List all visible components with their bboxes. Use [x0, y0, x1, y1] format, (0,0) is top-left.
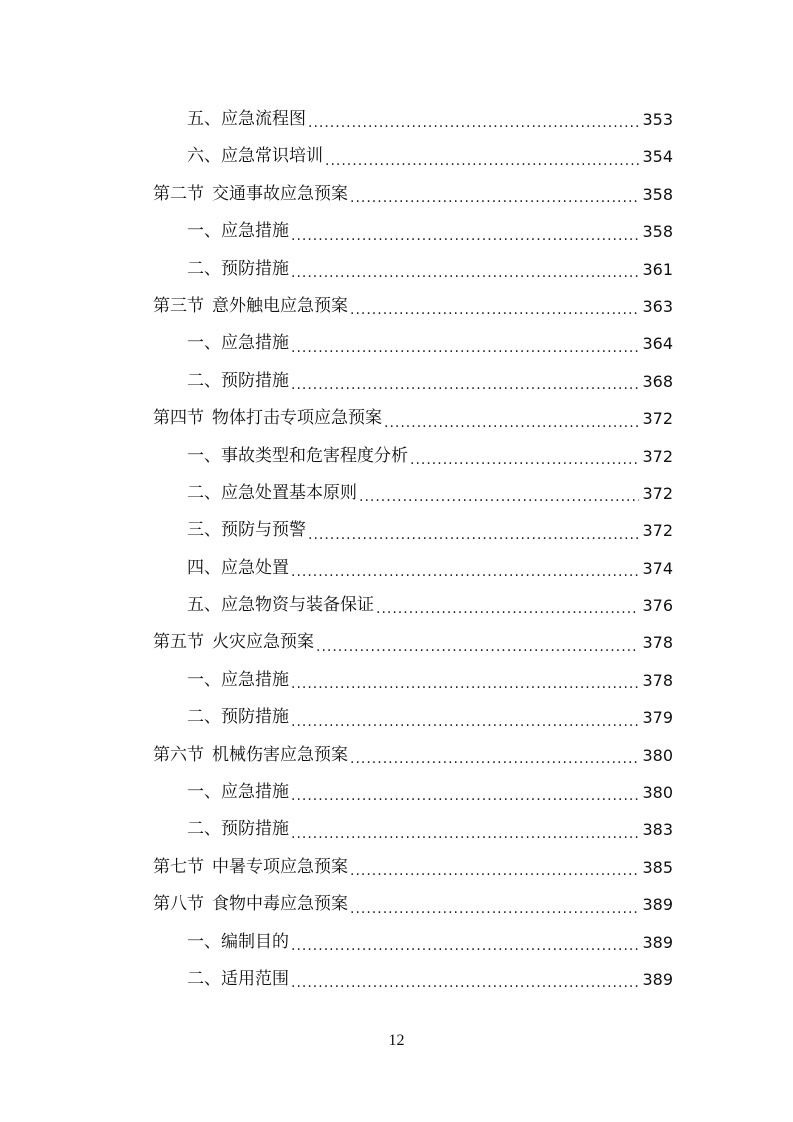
toc-entry-page: 376 [642, 596, 673, 616]
toc-entry-number: 三、 [187, 520, 221, 541]
toc-entry-title: 火灾应急预案 [212, 632, 314, 653]
toc-dot-leader [350, 744, 639, 774]
toc-entry-page: 383 [642, 820, 673, 840]
toc-entry[interactable] [153, 624, 673, 661]
toc-entry-title: 应急常识培训 [221, 146, 323, 167]
toc-entry-number: 一、 [187, 782, 221, 803]
toc-entry-number: 二、 [187, 482, 221, 503]
toc-entry-page: 358 [642, 184, 673, 204]
toc-dot-leader [350, 295, 639, 325]
toc-entry-number: 六、 [187, 146, 221, 167]
toc-dot-leader [350, 894, 639, 924]
table-of-contents [153, 101, 673, 998]
toc-dot-leader [325, 146, 639, 176]
toc-entry-title: 应急物资与装备保证 [221, 595, 374, 616]
toc-dot-leader [291, 669, 639, 699]
toc-entry-page: 372 [642, 409, 673, 429]
toc-entry-page: 372 [642, 483, 673, 503]
toc-entry-number: 二、 [187, 258, 221, 279]
toc-entry-page: 374 [642, 558, 673, 578]
page-number: 12 [388, 1032, 405, 1049]
toc-entry-page: 389 [642, 895, 673, 915]
toc-entry[interactable] [153, 213, 673, 250]
toc-dot-leader [308, 520, 639, 550]
toc-entry-title: 食物中毒应急预案 [212, 894, 348, 915]
toc-entry-number: 二、 [187, 968, 221, 989]
toc-entry-title: 应急流程图 [221, 108, 306, 129]
toc-entry-page: 379 [642, 708, 673, 728]
toc-entry-number: 第六节 [153, 744, 204, 765]
toc-entry-title: 适用范围 [221, 968, 289, 989]
toc-dot-leader [291, 370, 639, 400]
toc-entry-page: 353 [642, 109, 673, 129]
toc-entry-page: 389 [642, 932, 673, 952]
toc-dot-leader [291, 221, 639, 251]
toc-entry[interactable] [153, 325, 673, 362]
toc-entry[interactable] [153, 138, 673, 175]
toc-entry-page: 363 [642, 296, 673, 316]
toc-entry[interactable] [153, 849, 673, 886]
toc-entry-title: 交通事故应急预案 [212, 183, 348, 204]
toc-entry-number: 一、 [187, 445, 221, 466]
toc-entry-title: 应急处置 [221, 557, 289, 578]
toc-entry[interactable] [153, 475, 673, 512]
toc-dot-leader [410, 445, 639, 475]
toc-entry-title: 机械伤害应急预案 [212, 744, 348, 765]
toc-entry-number: 第三节 [153, 295, 204, 316]
toc-entry-number: 第五节 [153, 632, 204, 653]
toc-dot-leader [384, 408, 639, 438]
toc-entry-page: 378 [642, 670, 673, 690]
toc-entry[interactable] [153, 512, 673, 549]
toc-entry-title: 应急处置基本原则 [221, 482, 357, 503]
toc-entry-number: 二、 [187, 707, 221, 728]
toc-entry-page: 372 [642, 446, 673, 466]
toc-entry-title: 意外触电应急预案 [212, 295, 348, 316]
toc-entry-page: 372 [642, 521, 673, 541]
toc-entry-number: 第二节 [153, 183, 204, 204]
toc-entry-title: 预防措施 [221, 819, 289, 840]
toc-entry-title: 物体打击专项应急预案 [212, 408, 382, 429]
toc-entry-page: 358 [642, 222, 673, 242]
toc-entry-page: 378 [642, 633, 673, 653]
toc-entry-title: 应急措施 [221, 669, 289, 690]
toc-entry[interactable] [153, 961, 673, 998]
toc-entry-page: 364 [642, 334, 673, 354]
toc-dot-leader [316, 632, 639, 662]
toc-dot-leader [291, 781, 639, 811]
toc-entry-number: 一、 [187, 931, 221, 952]
toc-entry-page: 368 [642, 371, 673, 391]
toc-entry[interactable] [153, 550, 673, 587]
toc-dot-leader [350, 856, 639, 886]
toc-entry[interactable] [153, 924, 673, 961]
toc-entry-title: 预防措施 [221, 258, 289, 279]
toc-dot-leader [291, 557, 639, 587]
toc-entry[interactable] [153, 662, 673, 699]
toc-dot-leader [359, 482, 639, 512]
toc-entry-number: 四、 [187, 557, 221, 578]
toc-entry-number: 五、 [187, 595, 221, 616]
toc-entry-number: 五、 [187, 108, 221, 129]
toc-entry[interactable] [153, 101, 673, 138]
toc-entry-title: 编制目的 [221, 931, 289, 952]
toc-dot-leader [291, 931, 639, 961]
toc-entry-title: 预防与预警 [221, 520, 306, 541]
toc-dot-leader [291, 258, 639, 288]
toc-entry-page: 380 [642, 783, 673, 803]
toc-entry-title: 预防措施 [221, 707, 289, 728]
toc-entry[interactable] [153, 737, 673, 774]
toc-dot-leader [308, 108, 639, 138]
toc-entry-title: 中暑专项应急预案 [212, 856, 348, 877]
toc-dot-leader [350, 183, 639, 213]
toc-entry[interactable] [153, 811, 673, 848]
toc-entry[interactable] [153, 774, 673, 811]
toc-entry-page: 361 [642, 259, 673, 279]
toc-dot-leader [291, 819, 639, 849]
toc-dot-leader [291, 968, 639, 998]
toc-entry[interactable] [153, 886, 673, 923]
toc-entry[interactable] [153, 438, 673, 475]
toc-entry-number: 一、 [187, 669, 221, 690]
toc-entry-number: 一、 [187, 221, 221, 242]
toc-entry-number: 一、 [187, 333, 221, 354]
toc-entry[interactable] [153, 251, 673, 288]
toc-entry-page: 380 [642, 745, 673, 765]
toc-entry-title: 应急措施 [221, 333, 289, 354]
toc-entry-number: 二、 [187, 819, 221, 840]
toc-entry[interactable] [153, 587, 673, 624]
toc-entry-number: 第七节 [153, 856, 204, 877]
toc-entry-page: 354 [642, 147, 673, 167]
toc-dot-leader [291, 333, 639, 363]
toc-entry-page: 389 [642, 969, 673, 989]
toc-dot-leader [376, 594, 639, 624]
toc-entry-title: 事故类型和危害程度分析 [221, 445, 408, 466]
toc-entry-number: 二、 [187, 370, 221, 391]
toc-entry-title: 应急措施 [221, 221, 289, 242]
toc-entry-title: 预防措施 [221, 370, 289, 391]
toc-entry[interactable] [153, 288, 673, 325]
toc-entry[interactable] [153, 363, 673, 400]
toc-dot-leader [291, 707, 639, 737]
toc-entry[interactable] [153, 699, 673, 736]
toc-entry-number: 第八节 [153, 894, 204, 915]
toc-entry[interactable] [153, 176, 673, 213]
toc-entry-page: 385 [642, 857, 673, 877]
toc-entry[interactable] [153, 400, 673, 437]
toc-entry-number: 第四节 [153, 408, 204, 429]
toc-entry-title: 应急措施 [221, 782, 289, 803]
